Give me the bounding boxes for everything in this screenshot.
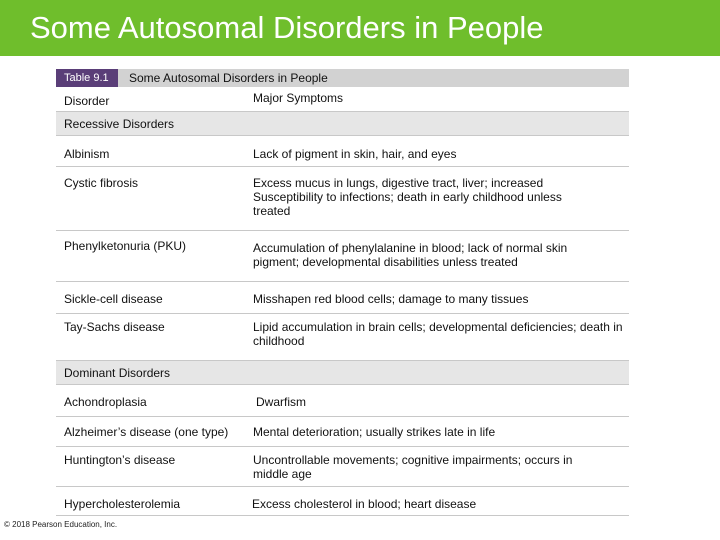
disorder-name: Phenylketonuria (PKU) [64,239,187,253]
table-row [56,136,629,167]
table-row [56,314,629,361]
section-label: Recessive Disorders [64,117,175,131]
disorder-name: Alzheimer’s disease (one type) [64,425,229,439]
section-recessive [56,112,629,136]
disorder-name: Achondroplasia [64,395,147,409]
table-number: Table 9.1 [56,69,118,87]
symptoms-text: Accumulation of phenylalanine in blood; lack of normal skin pigment; developmental disabilities unless treated [253,241,568,269]
page-title: Some Autosomal Disorders in People [30,10,544,45]
disorder-name: Tay-Sachs disease [64,320,165,334]
table-row [56,231,629,282]
table-row [56,282,629,314]
copyright-footer: © 2018 Pearson Education, Inc. [4,520,118,529]
disorder-name: Albinism [64,147,110,161]
section-label: Dominant Disorders [64,366,171,380]
table-header [56,87,629,112]
disorder-name: Hypercholesterolemia [64,497,181,511]
symptoms-text: Lack of pigment in skin, hair, and eyes [253,147,457,161]
symptoms-text: Excess mucus in lungs, digestive tract, liver; increased Susceptibility to infections; death in early childhood unless treated [253,176,562,218]
table-row [56,487,629,516]
disorder-name: Cystic fibrosis [64,176,139,190]
table-row [56,417,629,447]
disorder-name: Huntington’s disease [64,453,176,467]
symptoms-text: Excess cholesterol in blood; heart disease [252,497,477,511]
column-header-symptoms: Major Symptoms [253,91,344,105]
table-title: Some Autosomal Disorders in People [129,71,328,85]
table-row [56,167,629,231]
column-header-disorder: Disorder [64,94,110,108]
symptoms-text: Misshapen red blood cells; damage to many tissues [253,292,529,306]
symptoms-text: Lipid accumulation in brain cells; developmental deficiencies; death in childhood [253,320,623,348]
symptoms-text: Dwarfism [256,395,306,409]
disorder-name: Sickle-cell disease [64,292,163,306]
table-caption [56,69,629,87]
table-row [56,385,629,417]
title-bar [0,0,720,56]
disorders-table [56,69,629,516]
symptoms-text: Mental deterioration; usually strikes late in life [253,425,496,439]
table-row [56,447,629,487]
section-dominant [56,361,629,385]
symptoms-text: Uncontrollable movements; cognitive impairments; occurs in middle age [253,453,573,481]
